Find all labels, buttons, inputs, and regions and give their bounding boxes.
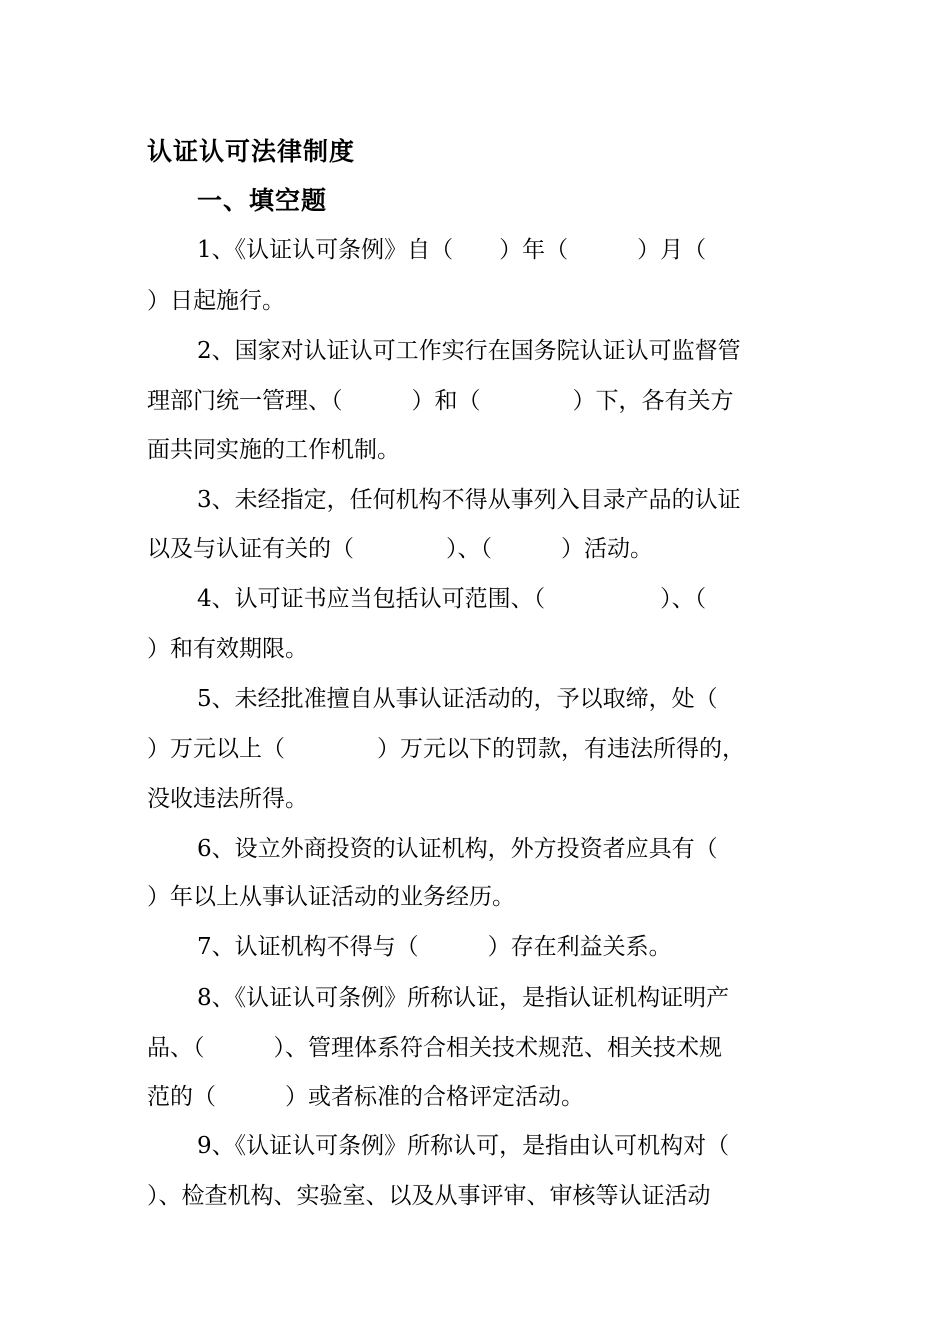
- question-5-line-2: ）万元以上（ ）万元以下的罚款，有违法所得的，: [147, 736, 745, 762]
- section-heading: 一、填空题: [197, 186, 328, 215]
- question-8-line-2: 品、（ ）、管理体系符合相关技术规范、相关技术规: [147, 1035, 722, 1061]
- question-6-line-1: 6、设立外商投资的认证机构，外方投资者应具有（: [197, 836, 718, 862]
- question-4-line-2: ）和有效期限。: [147, 636, 308, 662]
- question-2-line-1: 2、国家对认证认可工作实行在国务院认证认可监督管: [197, 338, 741, 364]
- document-title: 认证认可法律制度: [147, 137, 356, 166]
- question-1-line-2: ）日起施行。: [147, 288, 285, 314]
- question-5-line-3: 没收违法所得。: [147, 786, 308, 812]
- question-2-line-3: 面共同实施的工作机制。: [147, 437, 400, 463]
- question-1-line-1: 1、《认证认可条例》自（ ）年（ ）月（: [197, 237, 707, 263]
- question-9-line-2: ）、检查机构、实验室、以及从事评审、审核等认证活动: [147, 1183, 711, 1209]
- question-7-line-1: 7、认证机构不得与（ ）存在利益关系。: [197, 934, 672, 960]
- question-3-line-1: 3、未经指定，任何机构不得从事列入目录产品的认证: [197, 487, 741, 513]
- question-9-line-1: 9、《认证认可条例》所称认可，是指由认可机构对（: [197, 1133, 730, 1159]
- question-5-line-1: 5、未经批准擅自从事认证活动的，予以取缔，处（: [197, 686, 718, 712]
- question-6-line-2: ）年以上从事认证活动的业务经历。: [147, 884, 515, 910]
- question-4-line-1: 4、认可证书应当包括认可范围、（ ）、（: [197, 586, 707, 612]
- question-2-line-2: 理部门统一管理、（ ）和（ ）下，各有关方: [147, 388, 734, 414]
- question-8-line-1: 8、《认证认可条例》所称认证，是指认证机构证明产: [197, 985, 730, 1011]
- question-3-line-2: 以及与认证有关的（ ）、（ ）活动。: [147, 536, 653, 562]
- question-8-line-3: 范的（ ）或者标准的合格评定活动。: [147, 1084, 584, 1110]
